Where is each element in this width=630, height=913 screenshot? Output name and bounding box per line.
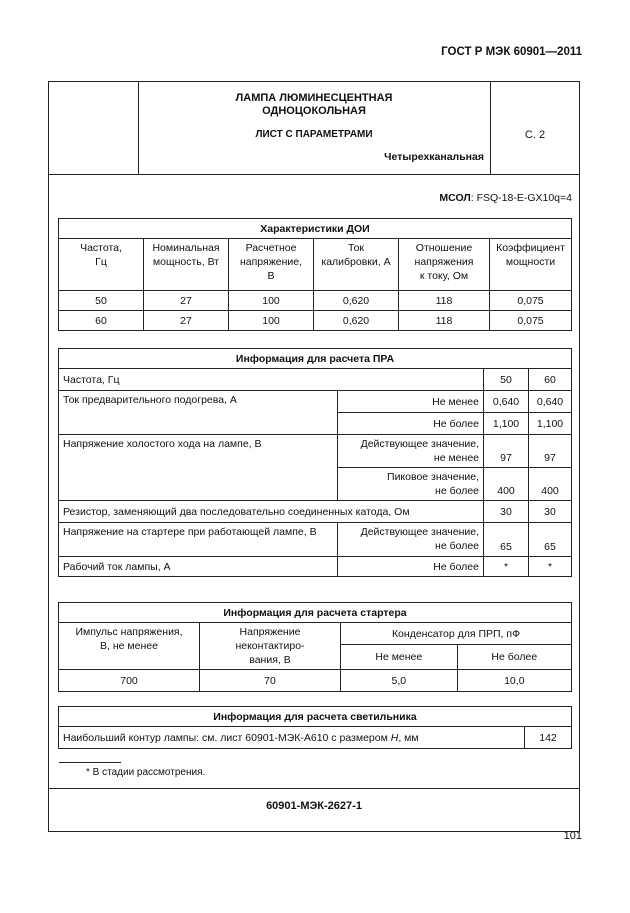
- msol-label: МСОЛ: [439, 192, 471, 204]
- row-condition: Действующее значение, не менее: [338, 435, 484, 468]
- col-header: Частота, Гц: [59, 239, 144, 291]
- table-cell: *: [529, 557, 572, 577]
- table-row: [59, 670, 572, 692]
- table-cell: *: [484, 557, 529, 577]
- contour-text: Наибольший контур лампы: см. лист 60901-МЭК-А610 с размером: [63, 731, 391, 744]
- page-number: 101: [563, 830, 582, 842]
- luminaire-table: [58, 706, 572, 749]
- footer-divider: [48, 788, 580, 789]
- col-header: Конденсатор для ПРП, пФ: [341, 623, 572, 645]
- table-cell: 30: [484, 501, 529, 523]
- table-cell: 60: [529, 369, 572, 391]
- footnote-rule: [59, 762, 121, 763]
- msol-designation: [439, 192, 572, 204]
- table-cell: 50: [484, 369, 529, 391]
- row-label: Рабочий ток лампы, А: [59, 557, 338, 577]
- col-header: Расчетное напряжение, В: [229, 239, 314, 291]
- luminaire-title: Информация для расчета светильника: [59, 707, 572, 727]
- table-cell: 0,640: [529, 391, 572, 413]
- row-condition: Не более: [338, 413, 484, 435]
- table-row: [59, 501, 572, 523]
- characteristics-title: Характеристики ДОИ: [59, 219, 572, 239]
- table-cell: 27: [144, 291, 229, 311]
- header-right-divider: [490, 81, 491, 174]
- table-cell: 400: [529, 468, 572, 501]
- table-cell: 100: [229, 291, 314, 311]
- ballast-title: Информация для расчета ПРА: [59, 349, 572, 369]
- col-header: Напряжение неконтактиро- вания, В: [200, 623, 341, 670]
- table-cell: 70: [200, 670, 341, 692]
- table-cell: 27: [144, 311, 229, 331]
- page-ref: С. 2: [524, 129, 546, 141]
- sheet-id: 60901-МЭК-2627-1: [266, 800, 362, 812]
- table-cell: 1,100: [484, 413, 529, 435]
- table-cell: 0,075: [490, 291, 572, 311]
- row-label: Резистор, заменяющий два последовательно соединенных катода, Ом: [59, 501, 484, 523]
- starter-table: [58, 602, 572, 692]
- row-condition: Действующее значение, не более: [338, 523, 484, 557]
- table-cell: 97: [529, 435, 572, 468]
- col-header: Не более: [457, 645, 571, 670]
- table-cell: 97: [484, 435, 529, 468]
- title-line-1: ЛАМПА ЛЮМИНЕСЦЕНТНАЯ: [235, 92, 393, 104]
- col-header: Отношение напряжения к току, Ом: [399, 239, 490, 291]
- row-label: Напряжение холостого хода на лампе, В: [59, 435, 338, 501]
- table-cell: 142: [525, 727, 572, 749]
- table-cell: 65: [529, 523, 572, 557]
- row-condition: Пиковое значение, не более: [338, 468, 484, 501]
- table-cell: 118: [399, 291, 490, 311]
- table-cell: 1,100: [529, 413, 572, 435]
- sheet-label: ЛИСТ С ПАРАМЕТРАМИ: [255, 129, 373, 140]
- table-row: [59, 369, 572, 391]
- table-row: [59, 391, 572, 413]
- row-label: Ток предварительного подогрева, А: [59, 391, 338, 435]
- table-cell: 0,620: [314, 291, 399, 311]
- table-cell: 65: [484, 523, 529, 557]
- col-header: Коэффициент мощности: [490, 239, 572, 291]
- table-cell: 100: [229, 311, 314, 331]
- sheet-title: [138, 92, 490, 118]
- footnote: * В стадии рассмотрения.: [86, 767, 206, 778]
- col-header: Не менее: [341, 645, 458, 670]
- table-row: [59, 727, 572, 749]
- table-row: [59, 435, 572, 468]
- header-divider: [48, 174, 580, 175]
- contour-variable: Н: [390, 731, 399, 744]
- starter-title: Информация для расчета стартера: [59, 603, 572, 623]
- table-cell: 60: [59, 311, 144, 331]
- contour-unit: , мм: [398, 731, 419, 744]
- table-cell: 0,620: [314, 311, 399, 331]
- table-cell: 0,075: [490, 311, 572, 331]
- table-cell: 50: [59, 291, 144, 311]
- table-cell: 118: [399, 311, 490, 331]
- ballast-table: [58, 348, 572, 577]
- col-header: Номинальная мощность, Вт: [144, 239, 229, 291]
- table-row: [59, 523, 572, 557]
- table-cell: 30: [529, 501, 572, 523]
- col-header: Импульс напряжения, В, не менее: [59, 623, 200, 670]
- title-line-2: ОДНОЦОКОЛЬНАЯ: [262, 105, 366, 117]
- table-cell: 0,640: [484, 391, 529, 413]
- variant-label: Четырехканальная: [384, 151, 484, 163]
- row-condition: Не более: [338, 557, 484, 577]
- row-label: Напряжение на стартере при работающей лампе, В: [59, 523, 338, 557]
- table-cell: 400: [484, 468, 529, 501]
- table-row: [59, 291, 572, 311]
- row-label: [59, 727, 525, 749]
- col-header: Ток калибровки, А: [314, 239, 399, 291]
- characteristics-table: [58, 218, 572, 331]
- standard-number: ГОСТ Р МЭК 60901—2011: [441, 46, 582, 58]
- msol-code: : FSQ-18-E-GX10q=4: [470, 192, 572, 204]
- table-row: [59, 311, 572, 331]
- row-condition: Не менее: [338, 391, 484, 413]
- table-cell: 10,0: [457, 670, 571, 692]
- table-cell: 5,0: [341, 670, 458, 692]
- table-row: [59, 557, 572, 577]
- table-cell: 700: [59, 670, 200, 692]
- row-label: Частота, Гц: [59, 369, 484, 391]
